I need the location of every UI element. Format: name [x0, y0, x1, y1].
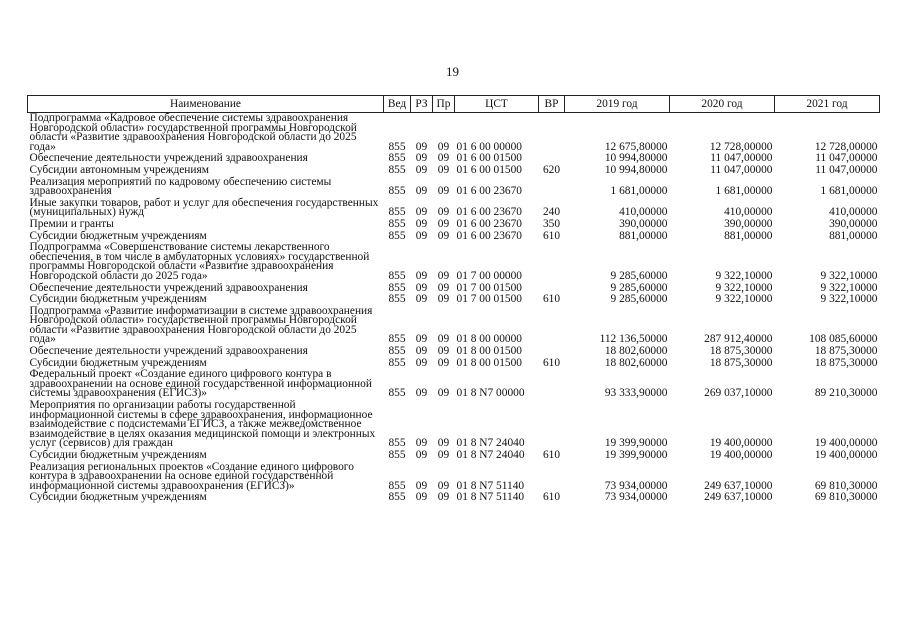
cell-2019: 9 285,60000	[610, 269, 668, 282]
cell-2019: 10 994,80000	[604, 163, 668, 176]
table-row	[28, 400, 880, 450]
cell-rz: 09	[415, 356, 428, 369]
cell-vr: 350	[542, 217, 561, 230]
cell-2019: 93 333,90000	[604, 387, 668, 400]
cell-2020: 11 047,00000	[710, 152, 773, 165]
cell-ved: 855	[388, 140, 406, 153]
cell-ved: 855	[388, 491, 406, 504]
table-body	[28, 113, 880, 504]
cell-name: Субсидии автономным учреждениям	[29, 163, 209, 176]
cell-ved: 855	[388, 333, 406, 346]
cell-cst: 01 6 00 23670	[456, 206, 522, 219]
cell-2021: 9 322,10000	[820, 269, 878, 282]
cell-pr: 09	[437, 293, 450, 306]
table-row	[28, 450, 880, 462]
cell-2020: 9 322,10000	[715, 293, 773, 306]
cell-2021: 18 875,30000	[814, 345, 878, 358]
cell-vr	[539, 369, 565, 400]
cell-2021: 19 400,00000	[814, 437, 878, 450]
cell-cst: 01 8 N7 24040	[456, 437, 525, 450]
cell-2019: 18 802,60000	[604, 356, 668, 369]
cell-pr: 09	[437, 152, 450, 165]
table-row	[28, 369, 880, 400]
cell-2020: 9 322,10000	[715, 269, 773, 282]
cell-rz: 09	[415, 217, 428, 230]
header-rz: РЗ	[411, 96, 433, 113]
cell-ved: 855	[388, 163, 406, 176]
cell-rz: 09	[415, 345, 428, 358]
cell-name: Обеспечение деятельности учреждений здравоохранения	[29, 152, 308, 165]
table-row	[28, 165, 880, 177]
cell-vr: 610	[542, 491, 561, 504]
cell-vr	[539, 346, 565, 358]
cell-vr	[539, 242, 565, 282]
cell-2019: 18 802,60000	[604, 345, 668, 358]
table-header-row	[28, 96, 880, 113]
cell-vr	[539, 400, 565, 450]
cell-rz: 09	[415, 163, 428, 176]
cell-2019: 1 681,00000	[610, 185, 668, 198]
cell-name: Субсидии бюджетным учреждениям	[29, 293, 207, 306]
cell-ved: 855	[388, 217, 406, 230]
cell-name: Субсидии бюджетным учреждениям	[29, 449, 207, 461]
cell-vr	[539, 462, 565, 493]
cell-ved: 855	[388, 206, 406, 219]
cell-pr: 09	[437, 185, 450, 198]
table-row	[28, 462, 880, 493]
cell-2021: 69 810,30000	[814, 491, 878, 504]
cell-2019: 12 675,80000	[604, 140, 668, 153]
cell-2019: 112 136,50000	[599, 333, 668, 346]
cell-2021: 1 681,00000	[820, 185, 878, 198]
table-row	[28, 113, 880, 154]
cell-2020: 881,00000	[724, 229, 773, 242]
header-2020: 2020 год	[670, 96, 775, 113]
header-pr: Пр	[433, 96, 455, 113]
cell-2021: 11 047,00000	[815, 163, 878, 176]
cell-cst: 01 8 00 01500	[456, 356, 522, 369]
header-2019: 2019 год	[565, 96, 670, 113]
table-row	[28, 219, 880, 231]
cell-pr: 09	[437, 229, 450, 242]
cell-pr: 09	[437, 269, 450, 282]
cell-cst: 01 6 00 23670	[456, 229, 522, 242]
table-row	[28, 198, 880, 219]
cell-ved: 855	[388, 437, 406, 450]
cell-2020: 390,00000	[724, 217, 773, 230]
cell-2021: 9 322,10000	[820, 281, 878, 294]
cell-2021: 69 810,30000	[814, 479, 878, 492]
cell-rz: 09	[415, 333, 428, 346]
cell-rz: 09	[415, 387, 428, 400]
cell-ved: 855	[388, 269, 406, 282]
cell-pr: 09	[437, 333, 450, 346]
table-row	[28, 242, 880, 282]
cell-pr: 09	[437, 356, 450, 369]
cell-2019: 73 934,00000	[604, 491, 668, 504]
cell-2020: 287 912,40000	[704, 333, 773, 346]
cell-name: Подпрограмма «Совершенствование системы лекарственного обеспечения, в том числе в амбулаторных условиях» государственной программы Новгородской области «Развитие здравоохранения Новгородской области до 2025 года»	[29, 241, 370, 282]
cell-2021: 12 728,00000	[814, 140, 878, 153]
cell-name: Субсидии бюджетным учреждениям	[29, 356, 207, 369]
cell-rz: 09	[415, 229, 428, 242]
cell-ved: 855	[388, 185, 406, 198]
cell-vr: 240	[542, 206, 561, 219]
cell-ved: 855	[388, 356, 406, 369]
cell-rz: 09	[415, 185, 428, 198]
cell-ved: 855	[388, 479, 406, 492]
cell-pr: 09	[437, 491, 450, 504]
cell-ved: 855	[388, 281, 406, 294]
cell-cst: 01 8 N7 24040	[456, 449, 525, 461]
cell-cst: 01 8 N7 00000	[456, 387, 525, 400]
header-ved: Вед	[384, 96, 411, 113]
header-2021: 2021 год	[775, 96, 880, 113]
cell-name: Федеральный проект «Создание единого цифрового контура в здравоохранении на основе единой государственной информационной системы здравоохранения (ЕГИСЗ)»	[29, 368, 372, 400]
cell-vr	[539, 113, 565, 154]
cell-cst: 01 8 00 00000	[456, 333, 522, 346]
cell-pr: 09	[437, 345, 450, 358]
header-vr: ВР	[539, 96, 565, 113]
cell-2019: 19 399,90000	[604, 437, 668, 450]
cell-ved: 855	[388, 293, 406, 306]
cell-2020: 249 637,10000	[704, 479, 773, 492]
cell-2019: 881,00000	[619, 229, 668, 242]
cell-2020: 19 400,00000	[709, 449, 773, 461]
cell-name: Обеспечение деятельности учреждений здравоохранения	[29, 345, 308, 358]
cell-vr	[539, 306, 565, 346]
cell-name: Субсидии бюджетным учреждениям	[29, 491, 207, 504]
cell-cst: 01 8 N7 51140	[456, 479, 525, 492]
cell-rz: 09	[415, 140, 428, 153]
cell-cst: 01 6 00 00000	[456, 140, 522, 153]
cell-name: Обеспечение деятельности учреждений здравоохранения	[29, 281, 308, 294]
cell-name: Мероприятия по организации работы государственной информационной системы в сфере здравоохранения, информационное взаимодействие с подсистемами ЕГИСЗ, а также межведомственное взаимодействие в целях оказания медицинской помощи и электронных услуг (сервисов) для граждан	[29, 399, 376, 450]
cell-2021: 410,00000	[829, 206, 878, 219]
cell-2019: 73 934,00000	[604, 479, 668, 492]
cell-name: Иные закупки товаров, работ и услуг для обеспечения государственных (муниципальных) нужд	[29, 196, 379, 219]
cell-ved: 855	[388, 449, 406, 461]
cell-2020: 269 037,10000	[704, 387, 773, 400]
cell-2020: 11 047,00000	[710, 163, 773, 176]
cell-pr: 09	[437, 437, 450, 450]
cell-name: Реализация региональных проектов «Создание единого цифрового контура в здравоохранении на основе единой государственной информационной системы здравоохранения (ЕГИСЗ)»	[29, 460, 354, 492]
cell-rz: 09	[415, 152, 428, 165]
cell-2019: 10 994,80000	[604, 152, 668, 165]
cell-2020: 18 875,30000	[709, 345, 773, 358]
cell-rz: 09	[415, 281, 428, 294]
cell-name: Реализация мероприятий по кадровому обеспечению системы здравоохранения	[29, 175, 332, 198]
cell-2021: 89 210,30000	[814, 387, 878, 400]
cell-rz: 09	[415, 206, 428, 219]
cell-pr: 09	[437, 206, 450, 219]
cell-2019: 9 285,60000	[610, 293, 668, 306]
cell-name: Премии и гранты	[29, 217, 114, 230]
cell-name: Субсидии бюджетным учреждениям	[29, 229, 207, 242]
table-row	[28, 177, 880, 198]
cell-vr: 620	[542, 163, 561, 176]
cell-rz: 09	[415, 437, 428, 450]
cell-2021: 19 400,00000	[814, 449, 878, 461]
table-row	[28, 294, 880, 306]
cell-2021: 881,00000	[829, 229, 878, 242]
page-number: 19	[446, 64, 459, 79]
table-row	[28, 346, 880, 358]
cell-cst: 01 8 N7 51140	[456, 491, 525, 504]
cell-2020: 1 681,00000	[715, 185, 773, 198]
cell-vr: 610	[542, 293, 561, 306]
cell-rz: 09	[415, 269, 428, 282]
header-cst: ЦСТ	[455, 96, 539, 113]
cell-2019: 19 399,90000	[604, 449, 668, 461]
cell-rz: 09	[415, 449, 428, 461]
cell-cst: 01 6 00 01500	[456, 163, 522, 176]
cell-vr: 610	[542, 449, 561, 461]
cell-vr	[539, 177, 565, 198]
cell-ved: 855	[388, 229, 406, 242]
cell-cst: 01 8 00 01500	[456, 345, 522, 358]
budget-table	[27, 95, 880, 504]
cell-2020: 9 322,10000	[715, 281, 773, 294]
cell-pr: 09	[437, 479, 450, 492]
cell-name: Подпрограмма «Кадровое обеспечение системы здравоохранения Новгородской области» государственной программы Новгородской области «Развитие здравоохранения Новгородской области до 2025 года»	[29, 112, 357, 153]
cell-cst: 01 6 00 23670	[456, 185, 522, 198]
cell-2020: 18 875,30000	[709, 356, 773, 369]
cell-cst: 01 7 00 01500	[456, 281, 522, 294]
cell-ved: 855	[388, 152, 406, 165]
cell-ved: 855	[388, 387, 406, 400]
table-row	[28, 306, 880, 346]
cell-rz: 09	[415, 479, 428, 492]
cell-2020: 410,00000	[724, 206, 773, 219]
cell-2021: 9 322,10000	[820, 293, 878, 306]
cell-pr: 09	[437, 281, 450, 294]
cell-2020: 249 637,10000	[704, 491, 773, 504]
cell-name: Подпрограмма «Развитие информатизации в системе здравоохранения Новгородской области» государственной программы Новгородской области «Развитие здравоохранения Новгородской области до 2025 года»	[29, 304, 373, 346]
cell-vr: 610	[542, 229, 561, 242]
cell-pr: 09	[437, 449, 450, 461]
cell-pr: 09	[437, 387, 450, 400]
cell-cst: 01 6 00 01500	[456, 152, 522, 165]
cell-pr: 09	[437, 217, 450, 230]
table-row	[28, 492, 880, 504]
cell-2019: 390,00000	[619, 217, 668, 230]
cell-cst: 01 6 00 23670	[456, 217, 522, 230]
cell-2020: 19 400,00000	[709, 437, 773, 450]
cell-2021: 18 875,30000	[814, 356, 878, 369]
cell-cst: 01 7 00 01500	[456, 293, 522, 306]
cell-2020: 12 728,00000	[709, 140, 773, 153]
cell-ved: 855	[388, 345, 406, 358]
cell-2019: 410,00000	[619, 206, 668, 219]
cell-rz: 09	[415, 491, 428, 504]
cell-2021: 108 085,60000	[809, 333, 878, 346]
cell-vr: 610	[542, 356, 561, 369]
header-name: Наименование	[28, 96, 384, 113]
cell-pr: 09	[437, 140, 450, 153]
cell-cst: 01 7 00 00000	[456, 269, 522, 282]
cell-2021: 390,00000	[829, 217, 878, 230]
cell-2021: 11 047,00000	[815, 152, 878, 165]
cell-rz: 09	[415, 293, 428, 306]
cell-2019: 9 285,60000	[610, 281, 668, 294]
cell-pr: 09	[437, 163, 450, 176]
